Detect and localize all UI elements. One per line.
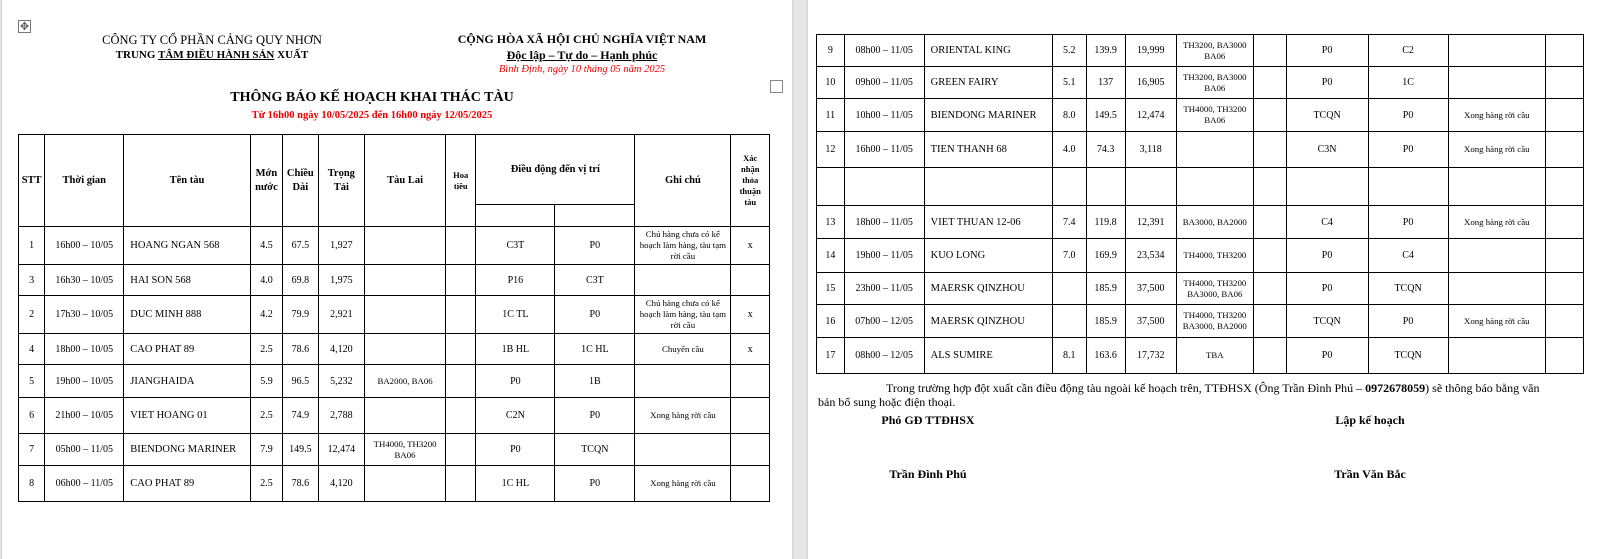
cell-length: 137: [1086, 67, 1125, 99]
cell-time: 16h00 – 10/05: [45, 227, 124, 265]
cell-tug: [1176, 168, 1253, 206]
cell-to: 1C HL: [555, 334, 635, 365]
cell-stt: 14: [817, 239, 845, 273]
cell-tug: TBA: [1176, 338, 1253, 374]
cell-to: 1C: [1368, 67, 1448, 99]
cell-from: TCQN: [1286, 99, 1368, 132]
table-row: [19, 434, 770, 466]
cell-tug: BA3000, BA2000: [1176, 206, 1253, 239]
cell-note: Xong hàng rời cầu: [1448, 132, 1545, 168]
cell-note: [635, 434, 731, 466]
cell-to: [1368, 168, 1448, 206]
cell-to: C4: [1368, 239, 1448, 273]
cell-from: [1286, 168, 1368, 206]
cell-tug: [365, 334, 446, 365]
table-row: [817, 168, 1584, 206]
cell-tonnage: 12,474: [1125, 99, 1176, 132]
table-body-page-2: [817, 35, 1584, 374]
cell-vessel: MAERSK QINZHOU: [924, 273, 1052, 305]
cell-length: 79.9: [283, 296, 318, 334]
cell-confirm: [1545, 67, 1583, 99]
cell-confirm: [1545, 273, 1583, 305]
cell-from: P0: [1286, 338, 1368, 374]
table-row: [817, 338, 1584, 374]
company-header: [72, 33, 352, 61]
cell-tonnage: 19,999: [1125, 35, 1176, 67]
cell-confirm: x: [731, 334, 770, 365]
cell-time: 08h00 – 12/05: [844, 338, 924, 374]
cell-draft: 7.0: [1052, 239, 1086, 273]
cell-to: TCQN: [1368, 273, 1448, 305]
cell-vessel: BIENDONG MARINER: [124, 434, 251, 466]
cell-from: P0: [1286, 239, 1368, 273]
cell-from: P0: [1286, 273, 1368, 305]
cell-to: P0: [555, 466, 635, 502]
cell-confirm: [1545, 99, 1583, 132]
cell-length: 185.9: [1086, 305, 1125, 338]
signer-left-title: Phó GĐ TTĐHSX: [881, 413, 975, 427]
header-move-to: [555, 205, 635, 227]
cell-length: 78.6: [283, 334, 318, 365]
cell-confirm: [731, 365, 770, 398]
cell-time: 16h00 – 11/05: [844, 132, 924, 168]
cell-time: 09h00 – 11/05: [844, 67, 924, 99]
cell-to: TCQN: [555, 434, 635, 466]
cell-confirm: [1545, 338, 1583, 374]
cell-vessel: HOANG NGAN 568: [124, 227, 251, 265]
cell-confirm: [1545, 305, 1583, 338]
cell-stt: 10: [817, 67, 845, 99]
cell-time: 05h00 – 11/05: [45, 434, 124, 466]
cell-tug: [365, 466, 446, 502]
cell-from: 1C TL: [476, 296, 555, 334]
cell-from: C3N: [1286, 132, 1368, 168]
cell-from: 1B HL: [476, 334, 555, 365]
cell-tug: [1176, 132, 1253, 168]
table-row: [19, 365, 770, 398]
header-pilot: Hoa tiêu: [446, 135, 476, 227]
signer-left-name: Trần Đình Phú: [889, 467, 967, 481]
cell-from: C3T: [476, 227, 555, 265]
cell-stt: 6: [19, 398, 45, 434]
cell-vessel: VIET THUAN 12-06: [924, 206, 1052, 239]
cell-tonnage: 37,500: [1125, 305, 1176, 338]
cell-confirm: [1545, 239, 1583, 273]
table-row: [817, 239, 1584, 273]
cell-stt: 16: [817, 305, 845, 338]
table-row: [817, 206, 1584, 239]
cell-note: [635, 365, 731, 398]
cell-draft: 7.4: [1052, 206, 1086, 239]
signer-right-name: Trần Văn Bắc: [1334, 467, 1406, 481]
cell-tug: TH3200, BA3000 BA06: [1176, 67, 1253, 99]
cell-pilot: [1253, 132, 1286, 168]
cell-note: [1448, 273, 1545, 305]
footer-note: Trong trường hợp đột xuất cần điều động tàu ngoài kế hoạch trên, TTĐHSX (Ông Trần Đình Phú – 0972678059) sẽ thông báo bằng văn bản bổ sung hoặc điện thoại.: [818, 381, 1540, 409]
cell-tonnage: 12,391: [1125, 206, 1176, 239]
cell-pilot: [1253, 168, 1286, 206]
cell-tonnage: 4,120: [318, 334, 365, 365]
table-header-row: [19, 135, 770, 205]
cell-time: 19h00 – 10/05: [45, 365, 124, 398]
cell-pilot: [1253, 305, 1286, 338]
cell-tug: [365, 398, 446, 434]
cell-pilot: [446, 466, 476, 502]
cell-length: 78.6: [283, 466, 318, 502]
cell-tonnage: 2,921: [318, 296, 365, 334]
cell-note: Chuyển cầu: [635, 334, 731, 365]
cell-length: 74.9: [283, 398, 318, 434]
cell-vessel: TIEN THANH 68: [924, 132, 1052, 168]
cell-pilot: [1253, 273, 1286, 305]
cell-vessel: GREEN FAIRY: [924, 67, 1052, 99]
header-note: Ghi chú: [635, 135, 731, 227]
cell-time: 18h00 – 10/05: [45, 334, 124, 365]
cell-draft: 4.0: [250, 265, 282, 296]
header-confirm: Xác nhận thỏa thuận tàu: [731, 135, 770, 227]
cell-to: P0: [555, 398, 635, 434]
cell-from: P0: [476, 365, 555, 398]
cell-draft: 4.0: [1052, 132, 1086, 168]
cell-tug: BA2000, BA06: [365, 365, 446, 398]
cell-length: 74.3: [1086, 132, 1125, 168]
table-row: [19, 227, 770, 265]
cell-pilot: [1253, 338, 1286, 374]
cell-time: 21h00 – 10/05: [45, 398, 124, 434]
cell-time: 19h00 – 11/05: [844, 239, 924, 273]
cell-confirm: x: [731, 227, 770, 265]
cell-to: TCQN: [1368, 338, 1448, 374]
cell-stt: 15: [817, 273, 845, 305]
cell-note: Xong hàng rời cầu: [1448, 99, 1545, 132]
cell-stt: 4: [19, 334, 45, 365]
cell-tonnage: 1,975: [318, 265, 365, 296]
cell-time: 17h30 – 10/05: [45, 296, 124, 334]
cell-confirm: [731, 466, 770, 502]
cell-tug: TH4000, TH3200 BA3000, BA06: [1176, 273, 1253, 305]
cell-vessel: CAO PHAT 89: [124, 466, 251, 502]
signer-right-title: Lập kế hoạch: [1335, 413, 1405, 427]
cell-confirm: [731, 265, 770, 296]
cell-tonnage: 2,788: [318, 398, 365, 434]
cell-to: P0: [555, 296, 635, 334]
header-length: Chiều Dài: [283, 135, 318, 227]
cell-note: Chủ hàng chưa có kế hoạch làm hàng, tàu tạm rời cầu: [635, 296, 731, 334]
schedule-table-page-2: [816, 34, 1584, 374]
cell-stt: [817, 168, 845, 206]
cell-length: 163.6: [1086, 338, 1125, 374]
table-row: [817, 99, 1584, 132]
cell-length: 185.9: [1086, 273, 1125, 305]
header-move-from: [476, 205, 555, 227]
header-tonnage: Trọng Tải: [318, 135, 365, 227]
cell-from: C2N: [476, 398, 555, 434]
table-row: [817, 67, 1584, 99]
header-draft: Mớn nước: [250, 135, 282, 227]
cell-vessel: JIANGHAIDA: [124, 365, 251, 398]
cell-tonnage: 4,120: [318, 466, 365, 502]
cell-pilot: [1253, 35, 1286, 67]
cell-draft: 5.2: [1052, 35, 1086, 67]
cell-vessel: ALS SUMIRE: [924, 338, 1052, 374]
nation-title: CỘNG HÒA XÃ HỘI CHỦ NGHĨA VIỆT NAM: [457, 32, 707, 46]
cell-from: 1C HL: [476, 466, 555, 502]
cell-vessel: DUC MINH 888: [124, 296, 251, 334]
cell-pilot: [446, 296, 476, 334]
cell-note: [1448, 239, 1545, 273]
cell-tonnage: 3,118: [1125, 132, 1176, 168]
cell-to: 1B: [555, 365, 635, 398]
cell-length: [1086, 168, 1125, 206]
table-row: [817, 273, 1584, 305]
cell-confirm: [1545, 132, 1583, 168]
cell-tonnage: 16,905: [1125, 67, 1176, 99]
table-row: [19, 265, 770, 296]
cell-vessel: CAO PHAT 89: [124, 334, 251, 365]
cell-pilot: [446, 398, 476, 434]
cell-pilot: [446, 434, 476, 466]
cell-time: 08h00 – 11/05: [844, 35, 924, 67]
cell-pilot: [446, 365, 476, 398]
cell-tonnage: 1,927: [318, 227, 365, 265]
cell-tug: TH4000, TH3200 BA06: [365, 434, 446, 466]
cell-note: Chủ hàng chưa có kế hoạch làm hàng, tàu tạm rời cầu: [635, 227, 731, 265]
table-resize-handle[interactable]: [770, 80, 783, 93]
cell-draft: [1052, 305, 1086, 338]
cell-draft: 2.5: [250, 398, 282, 434]
cell-pilot: [1253, 99, 1286, 132]
cell-pilot: [446, 227, 476, 265]
cell-from: C4: [1286, 206, 1368, 239]
cell-draft: [1052, 168, 1086, 206]
cell-pilot: [1253, 67, 1286, 99]
cell-tug: [365, 296, 446, 334]
cell-note: [1448, 338, 1545, 374]
table-row: [19, 334, 770, 365]
cell-note: [1448, 168, 1545, 206]
cell-confirm: x: [731, 296, 770, 334]
cell-confirm: [1545, 206, 1583, 239]
cell-length: 119.8: [1086, 206, 1125, 239]
cell-draft: 7.9: [250, 434, 282, 466]
cell-note: [1448, 35, 1545, 67]
header-stt: STT: [19, 135, 45, 227]
company-name: CÔNG TY CỔ PHẦN CẢNG QUY NHƠN: [102, 33, 322, 47]
table-body-page-1: [19, 227, 770, 502]
header-time: Thời gian: [45, 135, 124, 227]
cell-to: P0: [1368, 99, 1448, 132]
cell-confirm: [731, 434, 770, 466]
cell-pilot: [1253, 206, 1286, 239]
cell-tonnage: 37,500: [1125, 273, 1176, 305]
cell-tug: TH4000, TH3200 BA06: [1176, 99, 1253, 132]
cell-tonnage: 23,534: [1125, 239, 1176, 273]
cell-pilot: [446, 265, 476, 296]
contact-phone: 0972678059: [1365, 381, 1426, 395]
cell-vessel: VIET HOANG 01: [124, 398, 251, 434]
cell-note: Xong hàng rời cầu: [635, 398, 731, 434]
cell-tug: TH3200, BA3000 BA06: [1176, 35, 1253, 67]
header-move: Điều động đến vị trí: [476, 135, 635, 205]
cell-vessel: BIENDONG MARINER: [924, 99, 1052, 132]
cell-note: Xong hàng rời cầu: [635, 466, 731, 502]
cell-tonnage: 5,232: [318, 365, 365, 398]
table-row: [19, 466, 770, 502]
cell-from: P16: [476, 265, 555, 296]
cell-tonnage: [1125, 168, 1176, 206]
document-subtitle: Từ 16h00 ngày 10/05/2025 đến 16h00 ngày 12/05/2025: [251, 110, 493, 121]
department-name: TRUNG TÂM ĐIỀU HÀNH SẢN XUẤT: [115, 49, 309, 61]
cell-to: P0: [1368, 206, 1448, 239]
cell-vessel: ORIENTAL KING: [924, 35, 1052, 67]
cell-length: 96.5: [283, 365, 318, 398]
cell-tug: TH4000, TH3200 BA3000, BA2000: [1176, 305, 1253, 338]
cell-stt: 12: [817, 132, 845, 168]
national-motto: Độc lập – Tự do – Hạnh phúc: [506, 48, 658, 62]
cell-stt: 7: [19, 434, 45, 466]
cell-draft: 8.0: [1052, 99, 1086, 132]
cell-tonnage: 12,474: [318, 434, 365, 466]
cell-time: 07h00 – 12/05: [844, 305, 924, 338]
cell-to: P0: [1368, 132, 1448, 168]
cell-draft: 2.5: [250, 466, 282, 502]
cell-time: 18h00 – 11/05: [844, 206, 924, 239]
cell-to: P0: [1368, 305, 1448, 338]
cell-from: TCQN: [1286, 305, 1368, 338]
table-row: [817, 35, 1584, 67]
cell-vessel: KUO LONG: [924, 239, 1052, 273]
cell-length: 139.9: [1086, 35, 1125, 67]
cell-confirm: [1545, 168, 1583, 206]
cell-to: P0: [555, 227, 635, 265]
cell-pilot: [1253, 239, 1286, 273]
cell-tonnage: 17,732: [1125, 338, 1176, 374]
cell-length: 67.5: [283, 227, 318, 265]
header-tug: Tàu Lai: [365, 135, 446, 227]
national-header: [422, 32, 742, 75]
cell-to: C2: [1368, 35, 1448, 67]
cell-stt: 5: [19, 365, 45, 398]
cell-time: 06h00 – 11/05: [45, 466, 124, 502]
cell-vessel: HAI SON 568: [124, 265, 251, 296]
cell-stt: 3: [19, 265, 45, 296]
cell-note: [635, 265, 731, 296]
cell-stt: 8: [19, 466, 45, 502]
cell-note: Xong hàng rời cầu: [1448, 305, 1545, 338]
cell-stt: 11: [817, 99, 845, 132]
header-vessel: Tên tàu: [124, 135, 251, 227]
cell-note: [1448, 67, 1545, 99]
cell-draft: 5.9: [250, 365, 282, 398]
cell-vessel: [924, 168, 1052, 206]
cell-draft: 4.2: [250, 296, 282, 334]
date-line: Bình Định, ngày 10 tháng 05 năm 2025: [498, 64, 666, 75]
cell-time: 23h00 – 11/05: [844, 273, 924, 305]
cell-to: C3T: [555, 265, 635, 296]
cell-from: P0: [476, 434, 555, 466]
cell-length: 149.5: [1086, 99, 1125, 132]
cell-draft: [1052, 273, 1086, 305]
cell-confirm: [1545, 35, 1583, 67]
cell-confirm: [731, 398, 770, 434]
cell-stt: 17: [817, 338, 845, 374]
table-row: [817, 132, 1584, 168]
cell-length: 169.9: [1086, 239, 1125, 273]
cell-draft: 4.5: [250, 227, 282, 265]
table-row: [817, 305, 1584, 338]
cell-tug: [365, 265, 446, 296]
table-row: [19, 398, 770, 434]
table-row: [19, 296, 770, 334]
document-page-2: [808, 0, 1600, 559]
cell-length: 69.8: [283, 265, 318, 296]
cell-from: P0: [1286, 35, 1368, 67]
cell-vessel: MAERSK QINZHOU: [924, 305, 1052, 338]
cell-draft: 2.5: [250, 334, 282, 365]
cell-stt: 2: [19, 296, 45, 334]
cell-length: 149.5: [283, 434, 318, 466]
cell-time: 10h00 – 11/05: [844, 99, 924, 132]
cell-stt: 1: [19, 227, 45, 265]
cell-draft: 5.1: [1052, 67, 1086, 99]
cell-stt: 13: [817, 206, 845, 239]
cell-from: P0: [1286, 67, 1368, 99]
cell-stt: 9: [817, 35, 845, 67]
document-title: THÔNG BÁO KẾ HOẠCH KHAI THÁC TÀU: [230, 90, 514, 105]
cell-tug: TH4000, TH3200: [1176, 239, 1253, 273]
cell-tug: [365, 227, 446, 265]
cell-note: Xong hàng rời cầu: [1448, 206, 1545, 239]
schedule-table-page-1: [18, 134, 770, 502]
cell-pilot: [446, 334, 476, 365]
document-page-1: [2, 0, 792, 559]
cell-time: 16h30 – 10/05: [45, 265, 124, 296]
cell-draft: 8.1: [1052, 338, 1086, 374]
cell-time: [844, 168, 924, 206]
table-move-handle-icon[interactable]: ✥: [19, 20, 30, 33]
